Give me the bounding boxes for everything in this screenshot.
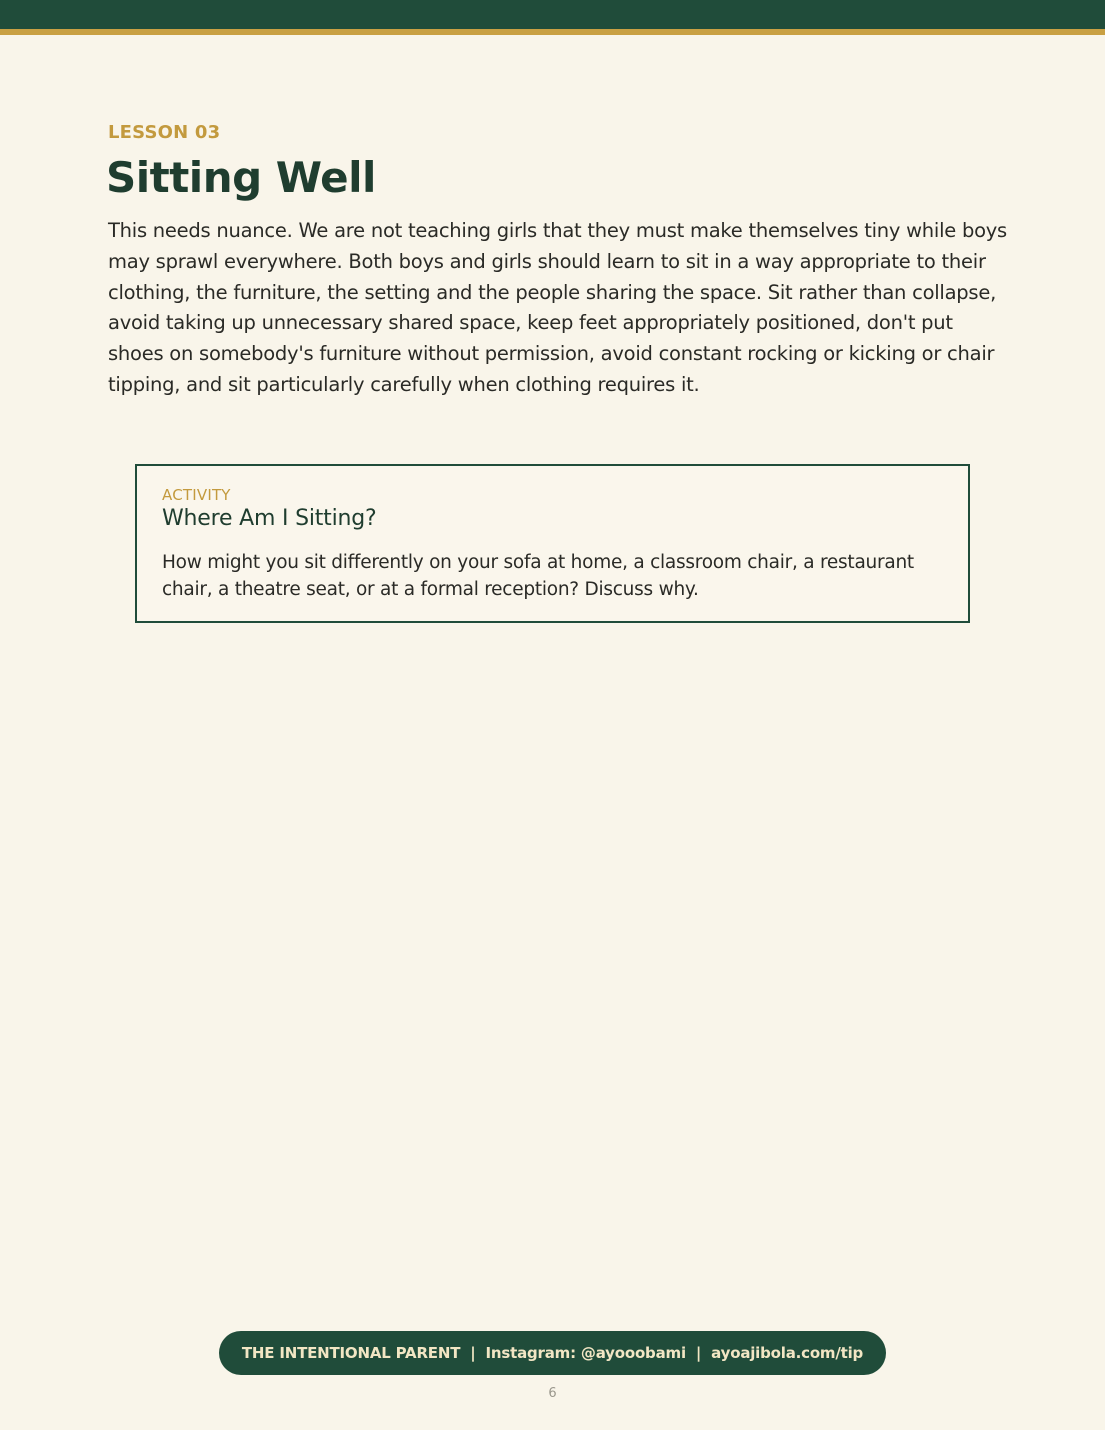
footer-instagram: Instagram: @ayooobami	[485, 1344, 686, 1362]
lesson-title: Sitting Well	[106, 153, 376, 202]
footer-brand: THE INTENTIONAL PARENT	[241, 1344, 461, 1362]
lesson-body: This needs nuance. We are not teaching girls that they must make themselves tiny while boys may sprawl everywhere. Both boys and girls should learn to sit in a way appropriate to their clothing, the furniture, the setting and the people sharing the space. Sit rather than collapse, avoid taking up unnecessary shared space, keep feet appropriately positioned, don't put shoes on somebody's furniture without permission, avoid constant rocking or kicking or chair tipping, and sit particularly carefully when clothing requires it.	[108, 219, 1007, 396]
footer-separator: |	[695, 1344, 702, 1362]
footer-website: ayoajibola.com/tip	[711, 1344, 864, 1362]
activity-label: ACTIVITY	[162, 486, 231, 504]
lesson-label: LESSON 03	[108, 122, 221, 143]
footer-bar	[219, 1331, 886, 1375]
activity-text: How might you sit differently on your sofa at home, a classroom chair, a restaurant chair, a theatre seat, or at a formal reception? Discuss why.	[162, 552, 914, 600]
activity-box	[135, 464, 970, 623]
footer-separator: |	[470, 1344, 476, 1362]
page-number: 6	[548, 1386, 557, 1401]
activity-title: Where Am I Sitting?	[162, 506, 377, 531]
header-band	[0, 0, 1105, 29]
header-accent-rule	[0, 29, 1105, 35]
